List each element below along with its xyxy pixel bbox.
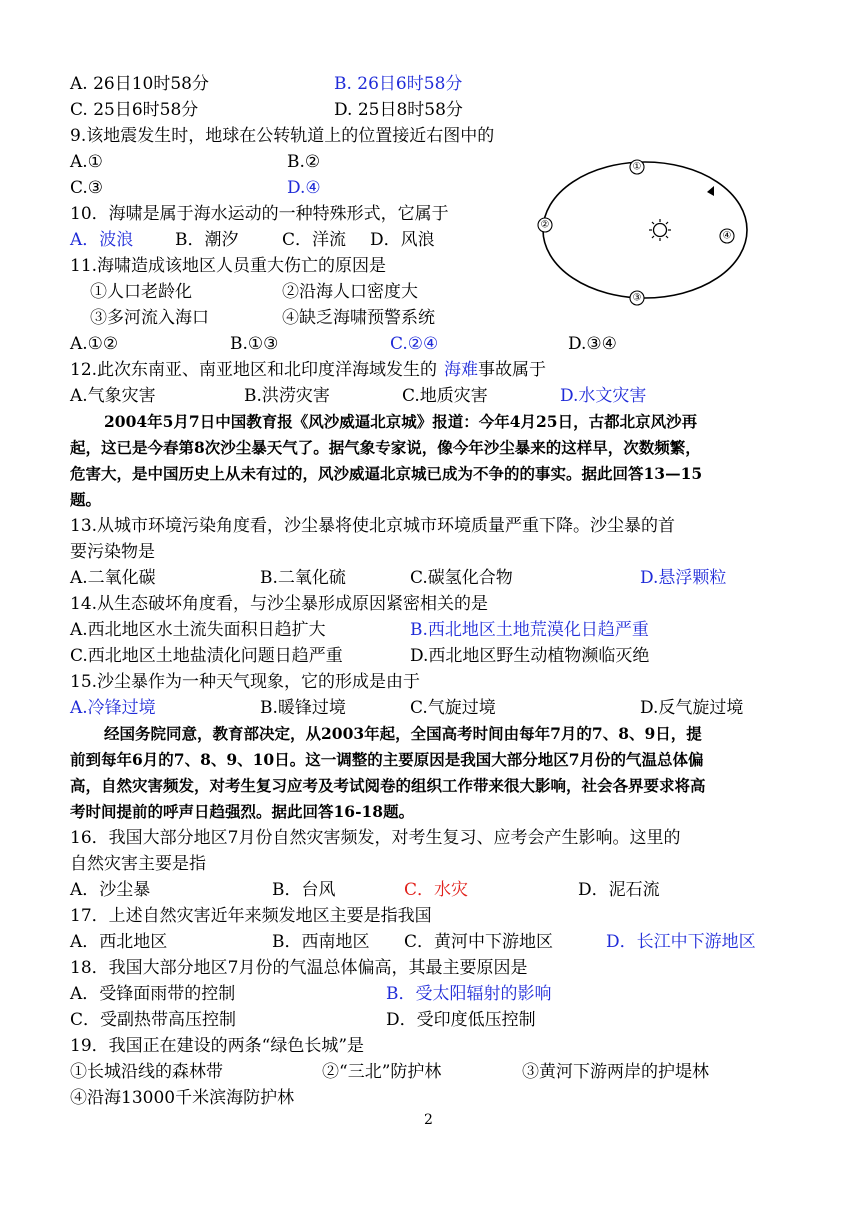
text-line-6-part-1: 10．海啸是属于海水运动的一种特殊形式，它属于 <box>70 204 449 224</box>
text-line-10-part-1: ③多河流入海口 <box>90 308 209 328</box>
text-line-8-part-1: 11.海啸造成该地区人员重大伤亡的原因是 <box>70 256 387 276</box>
text-line-38-part-1: 19．我国正在建设的两条“绿色长城”是 <box>70 1036 365 1056</box>
text-line-2-part-2: D. 25日8时58分 <box>334 100 463 120</box>
text-line-18-part-1: 13.从城市环境污染角度看，沙尘暴将使北京城市环境质量严重下降。沙尘暴的首 <box>70 516 676 536</box>
page-number: 2 <box>424 1112 433 1128</box>
text-line-11-part-3: C.②④ <box>390 334 439 354</box>
text-line-11-part-4: D.③④ <box>568 334 617 354</box>
text-line-34-part-2: B．西南地区 <box>272 932 370 952</box>
text-line-25-part-4: D.反气旋过境 <box>640 698 744 718</box>
text-line-25-part-1: A.冷锋过境 <box>70 698 156 718</box>
text-line-27-part-1: 前到每年6月的7、8、9、10日。这一调整的主要原因是我国大部分地区7月份的气温总体偏 <box>70 750 704 769</box>
text-line-7-part-4: D．风浪 <box>370 230 435 250</box>
text-line-24-part-1: 15.沙尘暴作为一种天气现象，它的形成是由于 <box>70 672 421 692</box>
text-line-34-part-3: C．黄河中下游地区 <box>404 932 554 952</box>
text-line-1-part-2: B. 26日6时58分 <box>334 74 463 94</box>
text-line-16-part-1: 危害大，是中国历史上从未有过的，风沙威逼北京城已成为不争的的事实。据此回答13—15 <box>70 464 703 483</box>
text-line-17-part-1: 题。 <box>70 490 102 509</box>
text-line-12-part-3: 事故属于 <box>478 360 546 380</box>
text-line-22-part-1: A.西北地区水土流失面积日趋扩大 <box>70 620 326 640</box>
text-line-20-part-1: A.二氧化碳 <box>70 568 156 588</box>
text-line-20-part-2: B.二氧化硫 <box>260 568 346 588</box>
text-line-40-part-1: ④沿海13000千米滨海防护林 <box>70 1088 295 1108</box>
text-line-20-part-4: D.悬浮颗粒 <box>640 568 727 588</box>
orbit-position-4 <box>720 229 734 243</box>
text-line-15-part-1: 起，这已是今春第8次沙尘暴天气了。据气象专家说，像今年沙尘暴来的这样早，次数频繁， <box>70 438 701 457</box>
text-line-33-part-1: 17．上述自然灾害近年来频发地区主要是指我国 <box>70 906 432 926</box>
text-line-30-part-1: 16．我国大部分地区7月份自然灾害频发，对考生复习、应考会产生影响。这里的 <box>70 828 681 848</box>
text-line-34-part-4: D．长江中下游地区 <box>606 932 756 952</box>
text-line-39-part-2: ②“三北”防护林 <box>322 1062 442 1082</box>
text-line-25-part-3: C.气旋过境 <box>410 698 496 718</box>
text-line-19-part-1: 要污染物是 <box>70 542 155 562</box>
text-line-37-part-2: D．受印度低压控制 <box>386 1010 536 1030</box>
text-line-35-part-1: 18．我国大部分地区7月份的气温总体偏高，其最主要原因是 <box>70 958 528 978</box>
orbit-direction-arrow <box>707 186 714 196</box>
text-line-7-part-1: A．波浪 <box>70 230 134 250</box>
text-line-11-part-2: B.①③ <box>230 334 279 354</box>
text-line-32-part-2: B．台风 <box>272 880 336 900</box>
text-line-3-part-1: 9.该地震发生时，地球在公转轨道上的位置接近右图中的 <box>70 126 495 146</box>
text-line-9-part-2: ②沿海人口密度大 <box>282 282 418 302</box>
orbit-position-1 <box>630 160 644 174</box>
sun-icon <box>649 219 671 241</box>
orbit-ellipse <box>540 162 747 298</box>
text-line-2-part-1: C. 25日6时58分 <box>70 100 199 120</box>
text-line-4-part-1: A.① <box>70 152 103 172</box>
text-line-21-part-1: 14.从生态破坏角度看，与沙尘暴形成原因紧密相关的是 <box>70 594 489 614</box>
orbit-position-3 <box>630 291 644 305</box>
text-line-10-part-2: ④缺乏海啸预警系统 <box>282 308 435 328</box>
text-line-14-part-1: 2004年5月7日中国教育报《风沙威逼北京城》报道：今年4月25日，古都北京风沙再 <box>104 412 698 431</box>
orbit-position-2 <box>538 218 552 232</box>
text-line-26-part-1: 经国务院同意，教育部决定，从2003年起，全国高考时间由每年7月的7、8、9日，提 <box>104 724 702 743</box>
orbit-position-4-label: ④ <box>722 230 732 242</box>
text-line-1-part-1: A. 26日10时58分 <box>70 74 209 94</box>
text-line-39-part-1: ①长城沿线的森林带 <box>70 1062 223 1082</box>
text-line-22-part-2: B.西北地区土地荒漠化日趋严重 <box>410 620 649 640</box>
text-line-20-part-3: C.碳氢化合物 <box>410 568 513 588</box>
orbit-position-2-label: ② <box>540 219 550 231</box>
orbit-position-3-label: ③ <box>632 292 642 304</box>
text-line-32-part-3: C．水灾 <box>404 880 469 900</box>
text-line-13-part-4: D.水文灾害 <box>560 386 647 406</box>
text-line-23-part-2: D.西北地区野生动植物濒临灭绝 <box>410 646 650 666</box>
text-line-12-part-2: 海难 <box>444 360 478 380</box>
text-line-11-part-1: A.①② <box>70 334 119 354</box>
text-line-12-part-1: 12.此次东南亚、南亚地区和北印度洋海域发生的 <box>70 360 438 380</box>
text-line-28-part-1: 高，自然灾害频发，对考生复习应考及考试阅卷的组织工作带来很大影响，社会各界要求将高 <box>70 776 706 795</box>
text-line-36-part-1: A．受锋面雨带的控制 <box>70 984 236 1004</box>
text-line-39-part-3: ③黄河下游两岸的护堤林 <box>522 1062 709 1082</box>
text-line-29-part-1: 考时间提前的呼声日趋强烈。据此回答16-18题。 <box>70 802 415 821</box>
text-line-32-part-4: D．泥石流 <box>578 880 660 900</box>
orbit-position-1-label: ① <box>632 161 642 173</box>
text-line-7-part-2: B．潮汐 <box>175 230 239 250</box>
earth-orbit-diagram <box>530 150 760 310</box>
text-line-37-part-1: C．受副热带高压控制 <box>70 1010 237 1030</box>
text-line-34-part-1: A．西北地区 <box>70 932 168 952</box>
text-line-5-part-1: C.③ <box>70 178 104 198</box>
text-line-13-part-2: B.洪涝灾害 <box>244 386 330 406</box>
text-line-5-part-2: D.④ <box>287 178 321 198</box>
text-line-4-part-2: B.② <box>287 152 321 172</box>
text-line-23-part-1: C.西北地区土地盐渍化问题日趋严重 <box>70 646 343 666</box>
text-line-13-part-3: C.地质灾害 <box>402 386 488 406</box>
text-line-9-part-1: ①人口老龄化 <box>90 282 192 302</box>
text-line-32-part-1: A．沙尘暴 <box>70 880 151 900</box>
text-line-13-part-1: A.气象灾害 <box>70 386 156 406</box>
text-line-25-part-2: B.暖锋过境 <box>260 698 346 718</box>
text-line-31-part-1: 自然灾害主要是指 <box>70 854 206 874</box>
text-line-36-part-2: B．受太阳辐射的影响 <box>386 984 552 1004</box>
text-line-7-part-3: C．洋流 <box>282 230 347 250</box>
